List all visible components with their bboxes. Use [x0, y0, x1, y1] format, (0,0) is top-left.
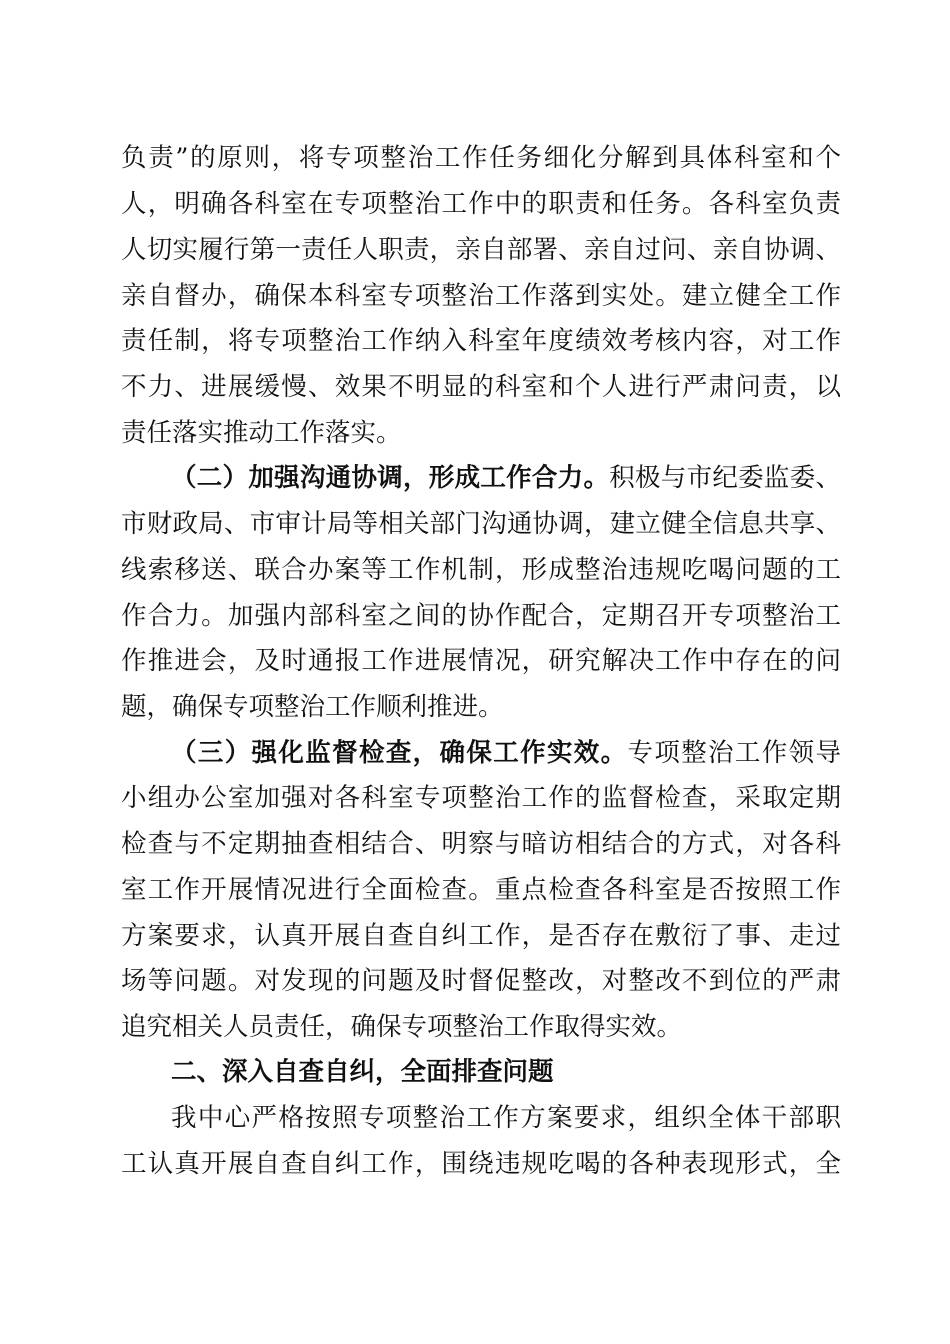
paragraph-2-line-1-rest: 积极与市纪委监委、 — [609, 463, 841, 493]
paragraph-3-line-4: 室工作开展情况进行全面检查。重点检查各科室是否按照工作 — [121, 875, 841, 905]
paragraph-2-line-1 — [171, 456, 841, 500]
paragraph-4-line-2: 工认真开展自查自纠工作，围绕违规吃喝的各种表现形式，全 — [121, 1149, 841, 1179]
paragraph-2-line-6: 题，确保专项整治工作顺利推进。 — [121, 692, 504, 722]
paragraph-2-line-3: 线索移送、联合办案等工作机制，形成整治违规吃喝问题的工 — [121, 555, 841, 585]
paragraph-3-line-3: 检查与不定期抽查相结合、明察与暗访相结合的方式，对各科 — [121, 829, 841, 859]
paragraph-3-line-5: 方案要求，认真开展自查自纠工作，是否存在敷衍了事、走过 — [121, 921, 841, 951]
section-heading: 二、深入自查自纠，全面排查问题 — [171, 1057, 554, 1087]
paragraph-3-line-7: 追究相关人员责任，确保专项整治工作取得实效。 — [121, 1012, 683, 1042]
paragraph-3-line-1-rest: 专项整治工作领导 — [627, 738, 841, 768]
paragraph-2-line-4: 作合力。加强内部科室之间的协作配合，定期召开专项整治工 — [121, 601, 841, 631]
paragraph-1-line-2: 人，明确各科室在专项整治工作中的职责和任务。各科室负责 — [121, 189, 841, 219]
paragraph-1-line-1: 负责”的原则，将专项整治工作任务细化分解到具体科室和个 — [121, 143, 841, 173]
paragraph-1-line-7: 责任落实推动工作落实。 — [121, 418, 402, 448]
paragraph-3-line-2: 小组办公室加强对各科室专项整治工作的监督检查，采取定期 — [121, 783, 841, 813]
paragraph-1-line-6: 不力、进展缓慢、效果不明显的科室和个人进行严肃问责，以 — [121, 372, 841, 402]
paragraph-1-line-3: 人切实履行第一责任人职责，亲自部署、亲自过问、亲自协调、 — [121, 235, 841, 265]
paragraph-3-line-6: 场等问题。对发现的问题及时督促整改，对整改不到位的严肃 — [121, 966, 841, 996]
paragraph-1-line-4: 亲自督办，确保本科室专项整治工作落到实处。建立健全工作 — [121, 281, 841, 311]
paragraph-3-bold-lead: （三）强化监督检查，确保工作实效。 — [171, 738, 628, 768]
paragraph-4-line-1: 我中心严格按照专项整治工作方案要求，组织全体干部职 — [171, 1103, 841, 1133]
paragraph-1-line-5: 责任制，将专项整治工作纳入科室年度绩效考核内容，对工作 — [121, 326, 841, 356]
paragraph-2-line-2: 市财政局、市审计局等相关部门沟通协调，建立健全信息共享、 — [121, 509, 841, 539]
paragraph-2-bold-lead: （二）加强沟通协调，形成工作合力。 — [171, 463, 610, 493]
paragraph-2-line-5: 作推进会，及时通报工作进展情况，研究解决工作中存在的问 — [121, 646, 841, 676]
paragraph-3-line-1 — [171, 731, 841, 775]
